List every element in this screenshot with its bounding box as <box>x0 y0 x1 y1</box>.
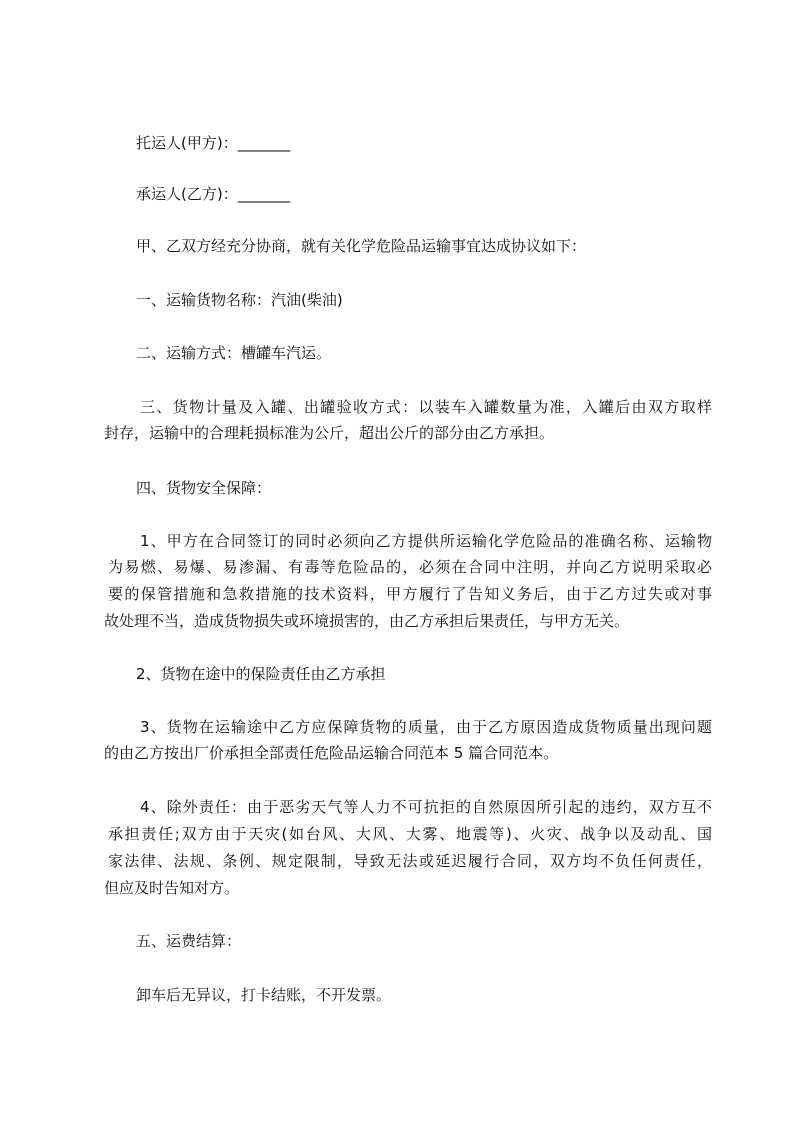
clause-1-line-3: 要的保管措施和急救措施的技术资料，甲方履行了告知义务后，由于乙方过失或对事 <box>108 585 712 603</box>
section-3-line-1: 三、货物计量及入罐、出罐验收方式：以装车入罐数量为准，入罐后由双方取样 <box>140 398 712 416</box>
clause-1-line-1: 1、甲方在合同签订的同时必须向乙方提供所运输化学危险品的准确名称、运输物 <box>140 532 712 550</box>
clause-2: 2、货物在途中的保险责任由乙方承担 <box>136 665 386 683</box>
carrier-line: 承运人(乙方)：_______ <box>136 185 291 203</box>
section-3-line-2: 封存，运输中的合理耗损标准为公斤，超出公斤的部分由乙方承担。 <box>104 424 555 442</box>
shipper-line: 托运人(甲方)：_______ <box>136 134 291 152</box>
section-2-transport-method: 二、运输方式：槽罐车汽运。 <box>136 344 332 362</box>
settlement-text: 卸车后无异议，打卡结账，不开发票。 <box>136 986 392 1004</box>
clause-1-line-2: 为易燃、易爆、易渗漏、有毒等危险品的，必须在合同中注明，并向乙方说明采取必 <box>108 558 712 576</box>
clause-3-line-2: 的由乙方按出厂价承担全部责任危险品运输合同范本 5 篇合同范本。 <box>104 744 559 762</box>
section-5-heading: 五、运费结算： <box>136 932 242 950</box>
clause-4-line-4: 但应及时告知对方。 <box>104 879 240 897</box>
clause-1-line-4: 故处理不当，造成货物损失或环境损害的，由乙方承担后果责任，与甲方无关。 <box>104 612 630 630</box>
clause-4-line-1: 4、除外责任：由于恶劣天气等人力不可抗拒的自然原因所引起的违约，双方互不 <box>140 798 712 816</box>
clause-3-line-1: 3、货物在运输途中乙方应保障货物的质量，由于乙方原因造成货物质量出现问题 <box>140 718 712 736</box>
section-1-goods-name: 一、运输货物名称：汽油(柴油) <box>136 291 343 309</box>
clause-4-line-3: 家法律、法规、条例、规定限制，导致无法或延迟履行合同，双方均不负任何责任， <box>108 852 712 870</box>
section-4-heading: 四、货物安全保障： <box>136 479 272 497</box>
intro-paragraph: 甲、乙双方经充分协商，就有关化学危险品运输事宜达成协议如下： <box>136 237 587 255</box>
clause-4-line-2: 承担责任;双方由于天灾(如台风、大风、大雾、地震等)、火灾、战争以及动乱、国 <box>108 825 712 843</box>
